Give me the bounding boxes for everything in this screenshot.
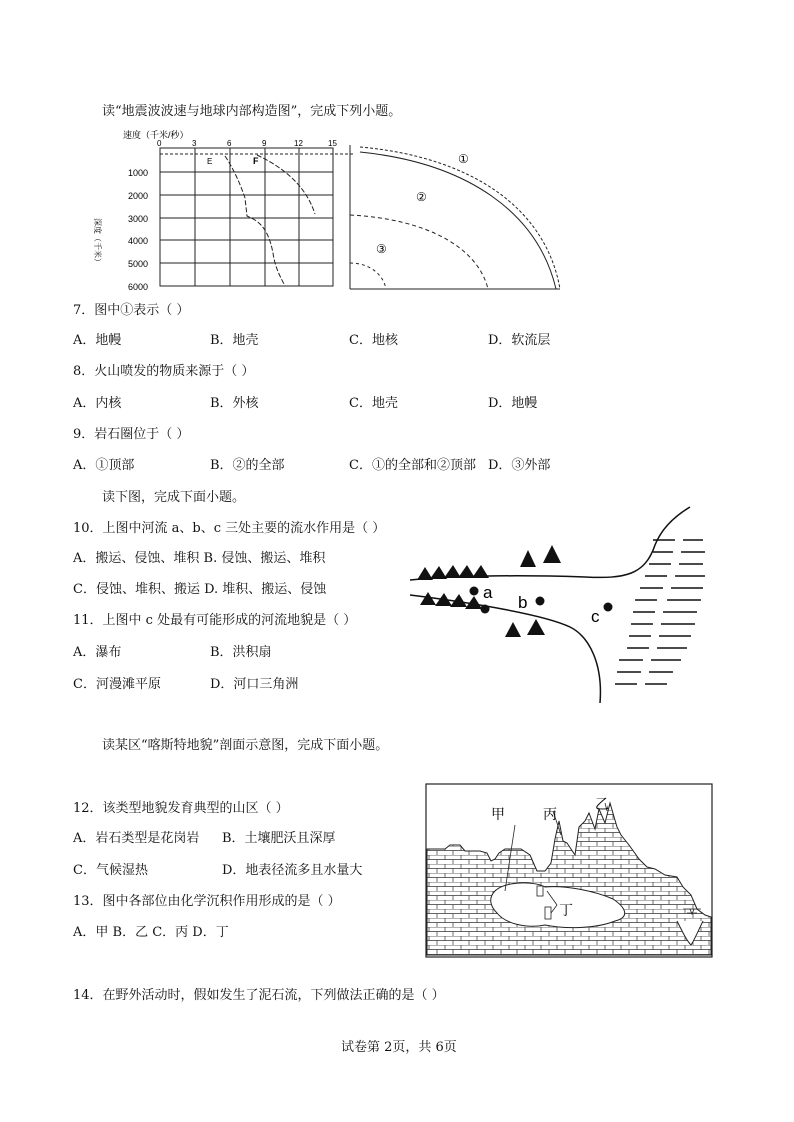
q8-option-a[interactable]: A．内核	[73, 396, 122, 411]
wave-label-e: E	[207, 157, 213, 166]
q12-stem: 12．该类型地貌发育典型的山区（ ）	[73, 801, 289, 816]
river-diagram	[405, 505, 725, 705]
karst-label-yi: 乙	[595, 796, 609, 812]
e-wave-curve	[225, 156, 285, 286]
q12-option-b[interactable]: B．土壤肥沃且深厚	[222, 831, 336, 846]
q11-option-c[interactable]: C．河漫滩平原	[73, 677, 161, 692]
q10-options-line-2[interactable]: C．侵蚀、堆积、搬运 D. 堆积、搬运、侵蚀	[73, 582, 327, 597]
q9-stem: 9．岩石圈位于（ ）	[73, 427, 190, 442]
f-wave-curve	[257, 155, 315, 214]
y-tick: 3000	[128, 214, 149, 224]
q8-option-c[interactable]: C．地壳	[349, 396, 398, 411]
x-axis-title: 速度（千米/秒）	[123, 130, 189, 140]
y-axis-title: 深度（千米）	[93, 218, 102, 266]
q10-stem: 10．上图中河流 a、b、c 三处主要的流水作用是（ ）	[73, 521, 386, 536]
x-tick: 12	[294, 139, 303, 148]
x-tick: 15	[328, 139, 337, 148]
q7-stem: 7．图中①表示（ ）	[73, 303, 190, 318]
x-tick: 9	[262, 139, 267, 148]
q8-option-d[interactable]: D．地幔	[488, 396, 538, 411]
river-point-a	[470, 587, 479, 596]
q7-option-d[interactable]: D．软流层	[488, 333, 551, 348]
river-label-a: a	[483, 583, 493, 602]
intro-3: 读某区“喀斯特地貌”剖面示意图，完成下面小题。	[102, 738, 389, 753]
q9-option-b[interactable]: B．②的全部	[210, 458, 285, 473]
karst-label-jia: 甲	[491, 806, 505, 822]
river-label-c: c	[591, 607, 600, 626]
q11-stem: 11．上图中 c 处最有可能形成的河流地貌是（ ）	[73, 613, 357, 628]
seismic-wave-chart	[75, 128, 337, 292]
x-tick: 3	[192, 139, 197, 148]
q11-option-b[interactable]: B．洪积扇	[210, 645, 272, 660]
q8-stem: 8．火山喷发的物质来源于（ ）	[73, 364, 255, 379]
q7-option-a[interactable]: A．地幔	[73, 333, 122, 348]
y-tick: 1000	[128, 168, 149, 178]
y-tick: 4000	[128, 236, 149, 246]
wave-label-f: F	[253, 156, 259, 166]
q13-options[interactable]: A．甲 B．乙 C．丙 D．丁	[73, 925, 229, 940]
karst-label-ding: 丁	[559, 902, 573, 918]
earth-interior-diagram	[348, 143, 560, 291]
river-label-b: b	[518, 593, 528, 612]
river-point-c	[604, 603, 613, 612]
q9-option-a[interactable]: A．①顶部	[73, 458, 135, 473]
q8-option-b[interactable]: B．外核	[210, 396, 259, 411]
q10-options-line-1[interactable]: A．搬运、侵蚀、堆积 B. 侵蚀、搬运、堆积	[73, 551, 326, 566]
layer-label-3: ③	[376, 242, 387, 256]
river-point-a2	[481, 605, 490, 614]
q7-option-b[interactable]: B．地壳	[210, 333, 259, 348]
intro-1: 读“地震波波速与地球内部构造图”，完成下列小题。	[102, 104, 402, 119]
q11-option-a[interactable]: A．瀑布	[73, 645, 122, 660]
y-tick: 2000	[128, 191, 149, 201]
q9-option-c[interactable]: C．①的全部和②顶部	[349, 458, 476, 473]
x-tick: 0	[157, 139, 162, 148]
q12-option-c[interactable]: C．气候湿热	[73, 863, 148, 878]
q12-option-d[interactable]: D．地表径流多且水量大	[222, 863, 363, 878]
q9-option-d[interactable]: D．③外部	[488, 458, 551, 473]
river-point-b	[536, 597, 545, 606]
q11-option-d[interactable]: D．河口三角洲	[210, 677, 299, 692]
intro-2: 读下图，完成下面小题。	[102, 490, 246, 505]
q7-option-c[interactable]: C．地核	[349, 333, 398, 348]
layer-label-2: ②	[416, 190, 427, 204]
q14-stem: 14．在野外活动时，假如发生了泥石流，下列做法正确的是（ ）	[73, 988, 445, 1003]
y-tick: 5000	[128, 259, 149, 269]
page-footer: 试卷第 2页，共 6页	[341, 1040, 457, 1055]
karst-landform-diagram	[425, 783, 713, 958]
y-tick: 6000	[128, 282, 149, 292]
x-tick: 6	[227, 139, 232, 148]
q12-option-a[interactable]: A．岩石类型是花岗岩	[73, 831, 200, 846]
karst-label-bing: 丙	[543, 806, 557, 822]
q13-stem: 13．图中各部位由化学沉积作用形成的是（ ）	[73, 894, 341, 909]
layer-label-1: ①	[458, 152, 469, 166]
